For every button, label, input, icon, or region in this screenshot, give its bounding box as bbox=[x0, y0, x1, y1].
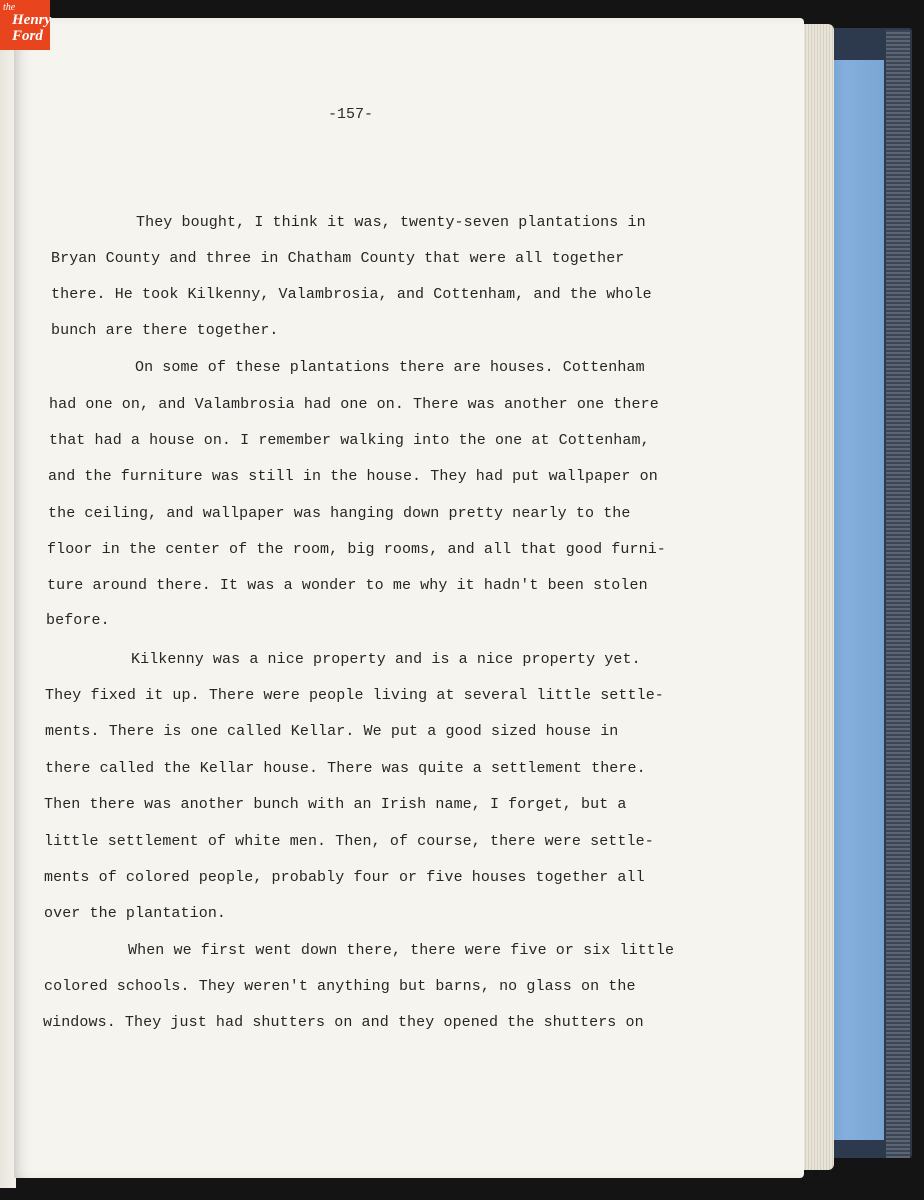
text-line: floor in the center of the room, big rooms, and all that good furni- bbox=[47, 541, 666, 558]
text-line: ments of colored people, probably four or five houses together all bbox=[44, 869, 645, 886]
text-line: there called the Kellar house. There was quite a settlement there. bbox=[45, 760, 646, 777]
text-line: little settlement of white men. Then, of course, there were settle- bbox=[44, 833, 654, 850]
page-number: -157- bbox=[328, 106, 374, 123]
henry-ford-logo bbox=[0, 0, 50, 50]
text-line: and the furniture was still in the house. They had put wallpaper on bbox=[48, 468, 658, 485]
text-line: colored schools. They weren't anything but barns, no glass on the bbox=[44, 978, 636, 995]
text-line: there. He took Kilkenny, Valambrosia, and Cottenham, and the whole bbox=[51, 286, 652, 303]
text-line: On some of these plantations there are houses. Cottenham bbox=[135, 359, 645, 376]
book-page bbox=[14, 18, 804, 1178]
book-spine-edge bbox=[886, 30, 910, 1158]
text-line: Then there was another bunch with an Irish name, I forget, but a bbox=[44, 796, 627, 813]
logo-text-ford: Ford bbox=[12, 28, 43, 44]
text-line: When we first went down there, there were five or six little bbox=[128, 942, 675, 959]
text-line: before. bbox=[46, 612, 110, 629]
text-line: They bought, I think it was, twenty-seven plantations in bbox=[136, 214, 646, 231]
text-line: ments. There is one called Kellar. We put a good sized house in bbox=[45, 723, 619, 740]
text-line: windows. They just had shutters on and they opened the shutters on bbox=[43, 1014, 644, 1031]
text-line: bunch are there together. bbox=[51, 322, 279, 339]
text-line: the ceiling, and wallpaper was hanging down pretty nearly to the bbox=[48, 505, 631, 522]
text-line: had one on, and Valambrosia had one on. There was another one there bbox=[49, 396, 659, 413]
text-line: Kilkenny was a nice property and is a nice property yet. bbox=[131, 651, 641, 668]
text-line: ture around there. It was a wonder to me why it hadn't been stolen bbox=[47, 577, 648, 594]
text-line: Bryan County and three in Chatham County that were all together bbox=[51, 250, 625, 267]
text-line: that had a house on. I remember walking into the one at Cottenham, bbox=[49, 432, 650, 449]
text-line: over the plantation. bbox=[44, 905, 227, 922]
logo-text-henry: Henry bbox=[12, 12, 52, 28]
logo-text-the: the bbox=[3, 2, 16, 13]
text-line: They fixed it up. There were people living at several little settle- bbox=[45, 687, 664, 704]
